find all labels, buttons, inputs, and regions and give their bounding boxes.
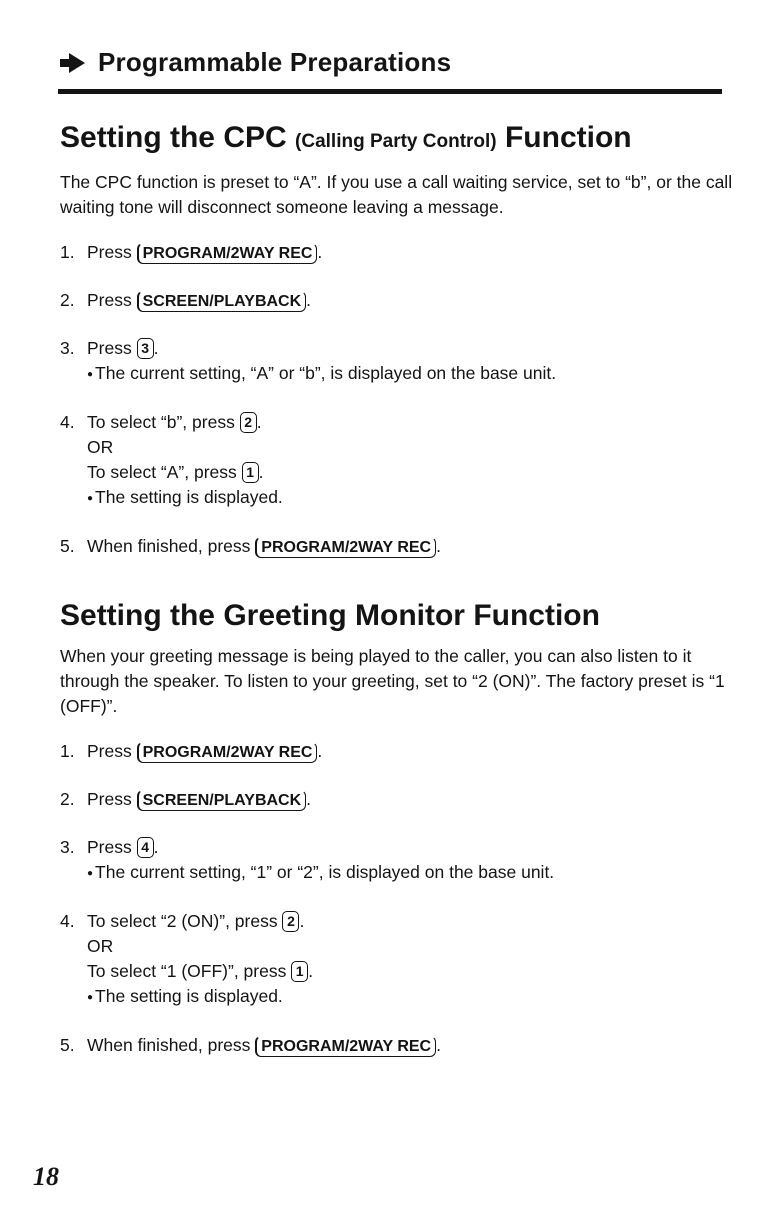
header-rule	[58, 89, 722, 94]
step-note: ● The current setting, “1” or “2”, is displayed on the base unit.	[87, 860, 554, 886]
step: 4. To select “2 (ON)”, press 2 . OR To select “1 (OFF)”, press 1 . ● The setting is displayed.	[60, 909, 740, 1010]
program-2way-rec-key: PROGRAM/2WAY REC	[137, 742, 318, 763]
greeting-monitor-section	[60, 596, 740, 1081]
section-title: Setting the Greeting Monitor Function	[60, 599, 600, 632]
step: 1. Press PROGRAM/2WAY REC .	[60, 741, 323, 761]
digit-1-key: 1	[242, 462, 259, 483]
step: 4. To select “b”, press 2 . OR To select “A”, press 1 . ● The setting is displayed.	[60, 410, 740, 511]
step-note: ● The setting is displayed.	[87, 485, 283, 511]
digit-3-key: 3	[137, 338, 154, 359]
digit-4-key: 4	[137, 837, 154, 858]
arrow-right-icon	[60, 52, 86, 74]
section-title: Setting the CPC (Calling Party Control) Function	[60, 121, 632, 154]
cpc-section	[60, 118, 740, 582]
step-note: ● The current setting, “A” or “b”, is displayed on the base unit.	[87, 361, 556, 387]
digit-2-key: 2	[282, 911, 299, 932]
step-list	[60, 240, 740, 559]
step-list	[60, 739, 740, 1058]
step: 1. Press PROGRAM/2WAY REC .	[60, 242, 323, 262]
section-intro: When your greeting message is being played to the caller, you can also listen to it through the speaker. To listen to your greeting, set to “2 (ON)”. The factory preset is “1 (OFF)”.	[60, 646, 725, 716]
step: 2. Press SCREEN/PLAYBACK .	[60, 789, 312, 809]
page-number: 18	[33, 1162, 59, 1191]
step-note: ● The setting is displayed.	[87, 984, 313, 1010]
step: 5. When finished, press PROGRAM/2WAY REC .	[60, 1035, 441, 1055]
section-intro: The CPC function is preset to “A”. If you use a call waiting service, set to “b”, or the call waiting tone will disconnect someone leaving a message.	[60, 172, 733, 217]
screen-playback-key: SCREEN/PLAYBACK	[137, 291, 307, 312]
header-title: Programmable Preparations	[98, 47, 452, 77]
program-2way-rec-key: PROGRAM/2WAY REC	[255, 1036, 436, 1057]
screen-playback-key: SCREEN/PLAYBACK	[137, 790, 307, 811]
digit-2-key: 2	[240, 412, 257, 433]
step: 5. When finished, press PROGRAM/2WAY REC .	[60, 536, 441, 556]
step: 3. Press 4 . ● The current setting, “1” or “2”, is displayed on the base unit.	[60, 835, 740, 886]
step: 2. Press SCREEN/PLAYBACK .	[60, 290, 312, 310]
digit-1-key: 1	[291, 961, 308, 982]
program-2way-rec-key: PROGRAM/2WAY REC	[255, 537, 436, 558]
program-2way-rec-key: PROGRAM/2WAY REC	[137, 243, 318, 264]
step: 3. Press 3 . ● The current setting, “A” or “b”, is displayed on the base unit.	[60, 336, 740, 387]
section-header	[60, 47, 451, 78]
